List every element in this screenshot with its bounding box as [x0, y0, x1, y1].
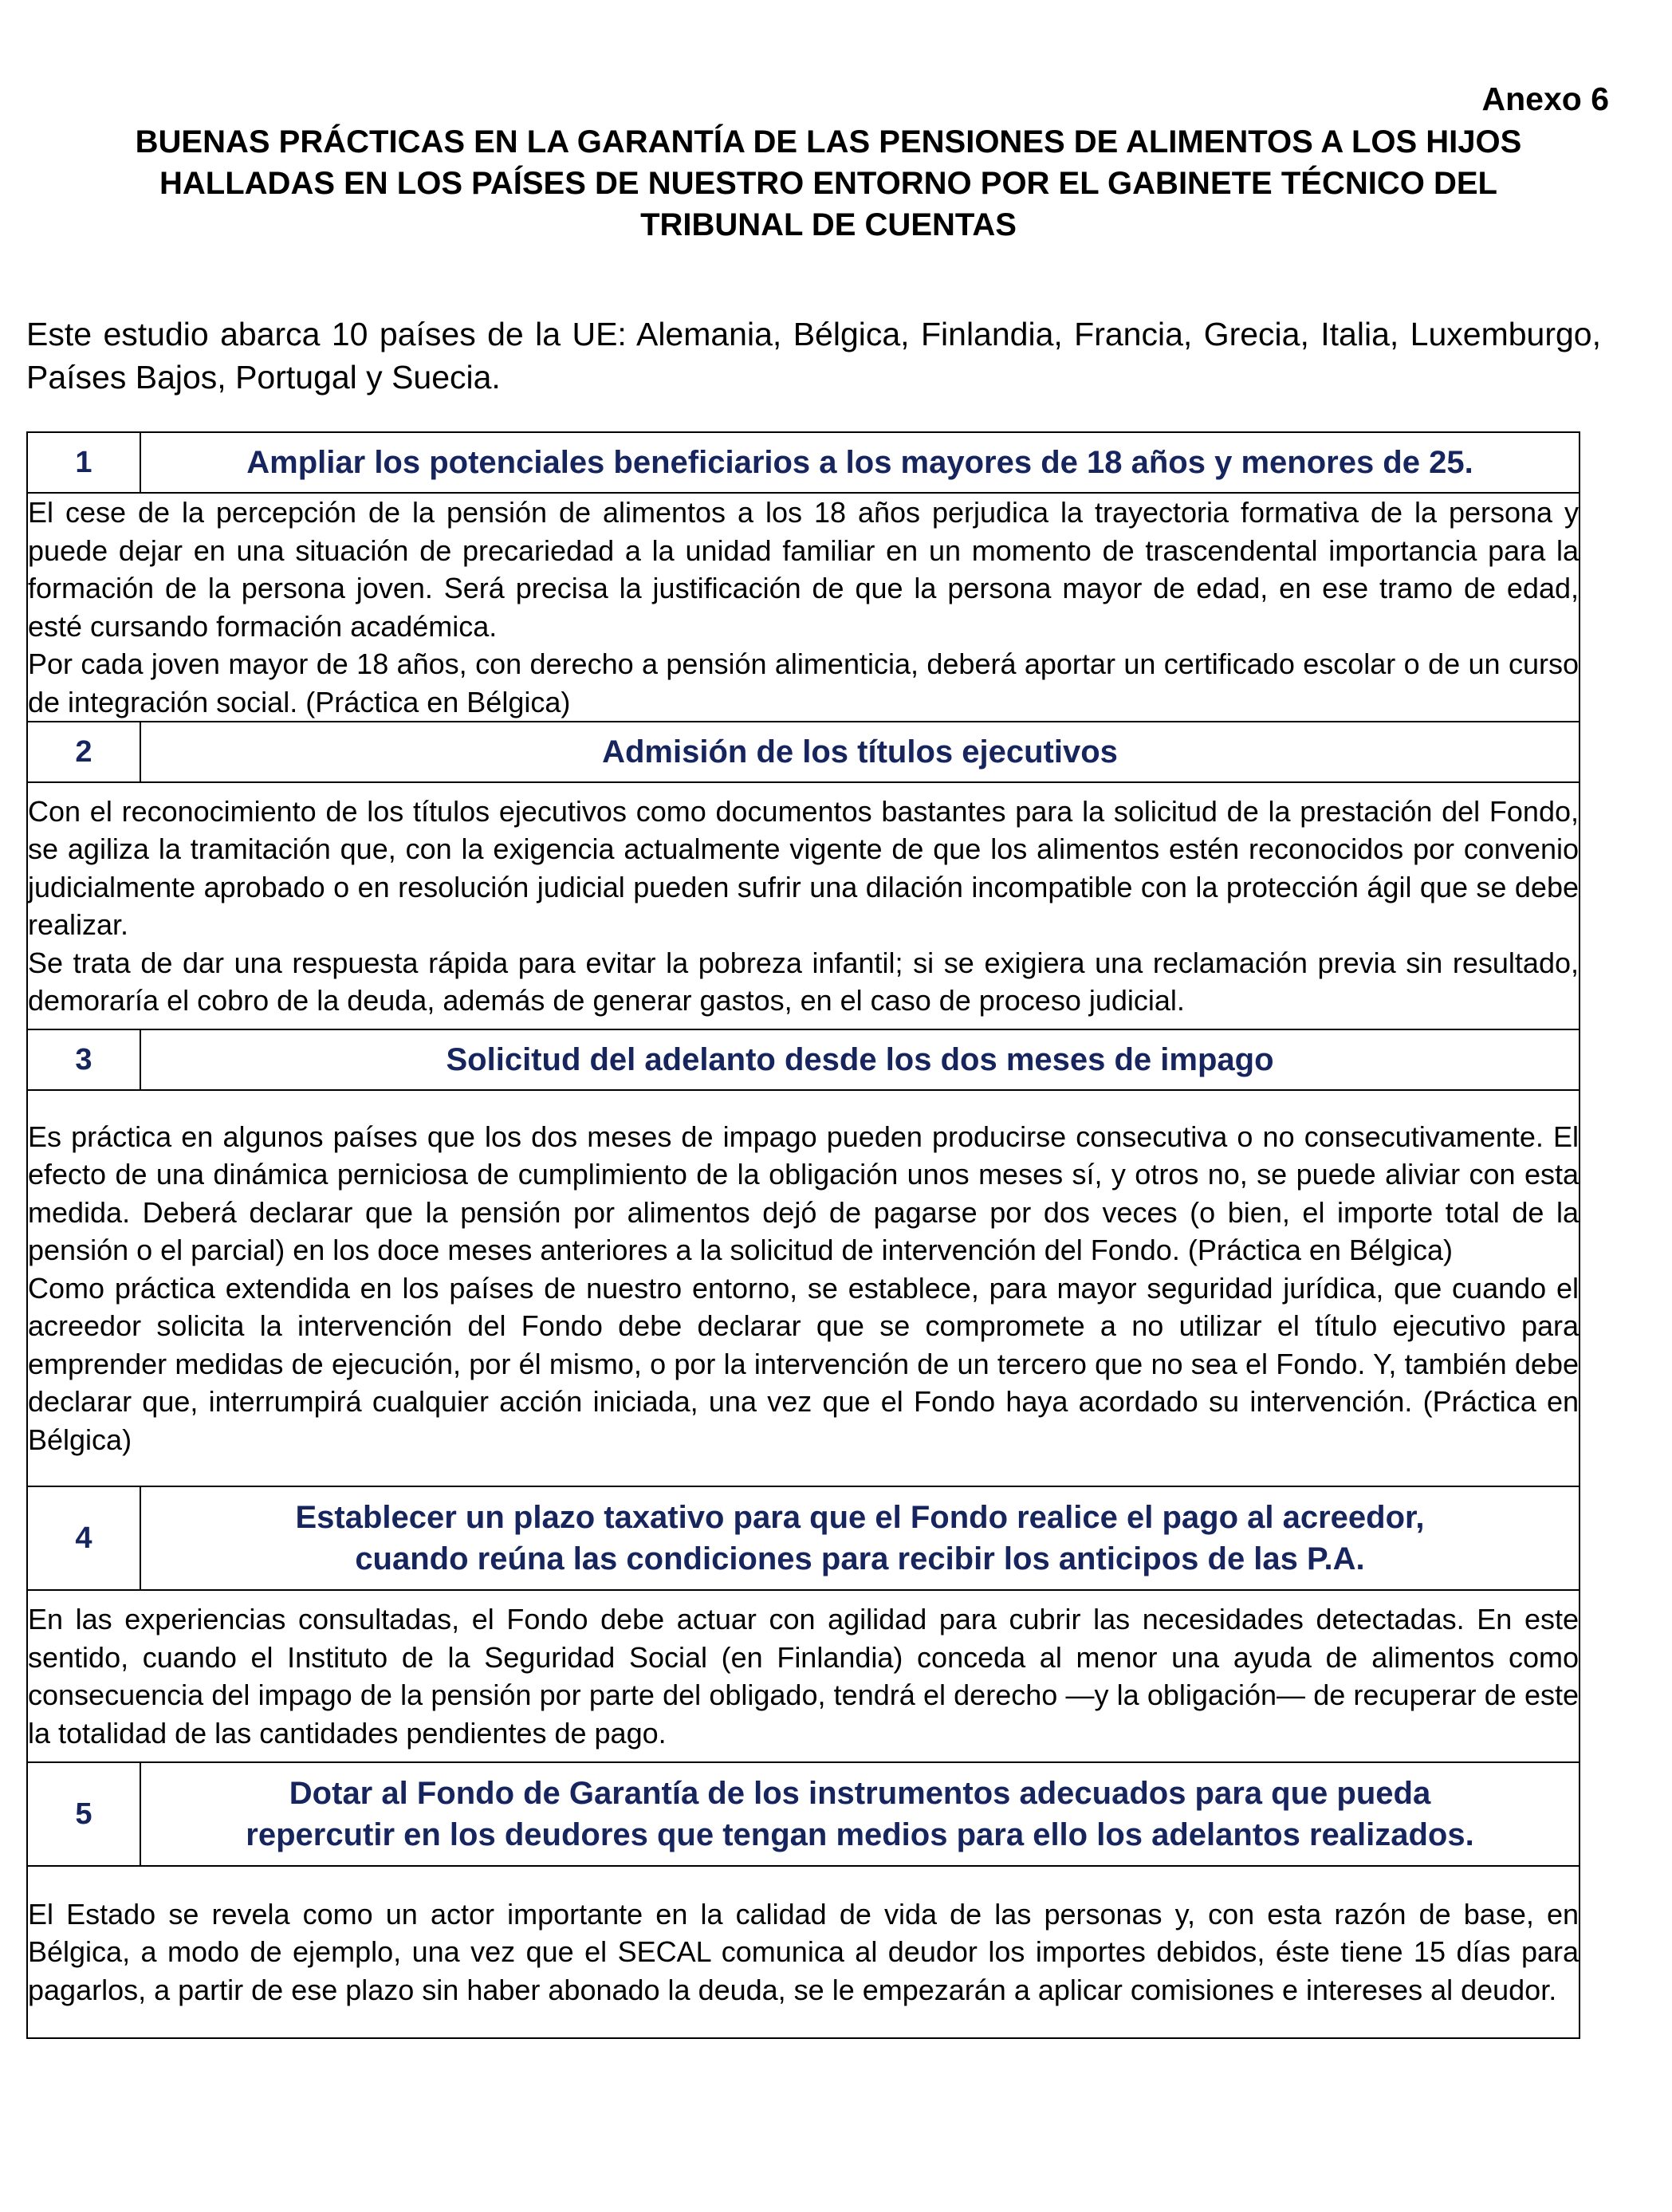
practice-paragraph: Es práctica en algunos países que los dos meses de impago pueden producirse consecutiva o no consecutivamente. El efecto de una dinámica perniciosa de cumplimiento de la obligación unos meses sí, y otros no, se puede aliviar con esta medida. Deberá declarar que la pensión por alimentos dejó de pagarse por dos veces (o bien, el importe total de la pensión o el parcial) en los doce meses anteriores a la solicitud de intervención del Fondo. (Práctica en Bélgica) — [28, 1120, 1579, 1267]
practice-header-row — [27, 1486, 1580, 1590]
practice-body-row — [27, 493, 1580, 722]
practice-description — [27, 1590, 1580, 1762]
practice-description — [27, 782, 1580, 1029]
practice-number: 5 — [27, 1762, 140, 1866]
practice-header-row — [27, 432, 1580, 493]
practice-paragraph: El Estado se revela como un actor importante en la calidad de vida de las personas y, con esta razón de base, en Bélgica, a modo de ejemplo, una vez que el SECAL comunica al deudor los importes debidos, éste tiene 15 días para pagarlos, a partir de ese plazo sin haber abonado la deuda, se le empezarán a aplicar comisiones e intereses al deudor. — [28, 1897, 1579, 2006]
practice-body-row — [27, 1590, 1580, 1762]
practice-heading — [140, 722, 1580, 782]
practice-heading-line: Ampliar los potenciales beneficiarios a los mayores de 18 años y menores de 25. — [246, 445, 1473, 480]
practice-description — [27, 1090, 1580, 1486]
practice-heading-line: Establecer un plazo taxativo para que el Fondo realice el pago al acreedor, — [295, 1500, 1425, 1535]
practice-heading-line: Admisión de los títulos ejecutivos — [602, 734, 1118, 769]
intro-paragraph: Este estudio abarca 10 países de la UE: Alemania, Bélgica, Finlandia, Francia, Grecia, Italia, Luxemburgo, Países Bajos, Portugal y Suecia. — [26, 316, 1601, 396]
practice-number: 3 — [27, 1029, 140, 1090]
practice-heading-line: cuando reúna las condiciones para recibir los anticipos de las P.A. — [355, 1541, 1365, 1576]
practice-body-row — [27, 1866, 1580, 2038]
practice-paragraph: Por cada joven mayor de 18 años, con derecho a pensión alimenticia, deberá aportar un certificado escolar o de un curso de integración social. (Práctica en Bélgica) — [28, 647, 1579, 718]
practice-paragraph: Con el reconocimiento de los títulos ejecutivos como documentos bastantes para la solicitud de la prestación del Fondo, se agiliza la tramitación que, con la exigencia actualmente vigente de que los alimentos estén reconocidos por convenio judicialmente aprobado o en resolución judicial pueden sufrir una dilación incompatible con la protección ágil que se debe realizar. — [28, 794, 1579, 941]
practice-header-row — [27, 1762, 1580, 1866]
practice-number: 4 — [27, 1486, 140, 1590]
document-title — [26, 121, 1631, 246]
practice-body-row — [27, 782, 1580, 1029]
practice-number: 1 — [27, 432, 140, 493]
practice-heading-line: repercutir en los deudores que tengan medios para ello los adelantos realizados. — [246, 1817, 1474, 1852]
practice-header-row — [27, 1029, 1580, 1090]
title-line: BUENAS PRÁCTICAS EN LA GARANTÍA DE LAS PENSIONES DE ALIMENTOS A LOS HIJOS — [135, 124, 1522, 159]
practice-heading-line: Solicitud del adelanto desde los dos meses de impago — [446, 1042, 1274, 1077]
title-line: TRIBUNAL DE CUENTAS — [640, 207, 1017, 242]
practice-heading-line: Dotar al Fondo de Garantía de los instrumentos adecuados para que pueda — [289, 1776, 1431, 1811]
practice-paragraph: En las experiencias consultadas, el Fondo debe actuar con agilidad para cubrir las necesidades detectadas. En este sentido, cuando el Instituto de la Seguridad Social (en Finlandia) conceda al menor una ayuda de alimentos como consecuencia del impago de la pensión por parte del obligado, tendrá el derecho —y la obligación— de recuperar de este la totalidad de las cantidades pendientes de pago. — [28, 1603, 1579, 1750]
practice-header-row — [27, 722, 1580, 782]
practice-heading — [140, 1762, 1580, 1866]
practice-heading — [140, 432, 1580, 493]
practice-paragraph: El cese de la percepción de la pensión de alimentos a los 18 años perjudica la trayectoria formativa de la persona y puede dejar en una situación de precariedad a la unidad familiar en un momento de trascendental importancia para la formación de la persona joven. Será precisa la justificación de que la persona mayor de edad, en ese tramo de edad, esté cursando formación académica. — [28, 496, 1579, 643]
practice-paragraph: Como práctica extendida en los países de nuestro entorno, se establece, para mayor seguridad jurídica, que cuando el acreedor solicita la intervención del Fondo debe declarar que se compromete a no utilizar el título ejecutivo para emprender medidas de ejecución, por él mismo, o por la intervención de un tercero que no sea el Fondo. Y, también debe declarar que, interrumpirá cualquier acción iniciada, una vez que el Fondo haya acordado su intervención. (Práctica en Bélgica) — [28, 1271, 1579, 1456]
practice-number: 2 — [27, 722, 140, 782]
practice-body-row — [27, 1090, 1580, 1486]
practice-paragraph: Se trata de dar una respuesta rápida para evitar la pobreza infantil; si se exigiera una reclamación previa sin resultado, demoraría el cobro de la deuda, además de generar gastos, en el caso de proceso judicial. — [28, 946, 1579, 1017]
title-line: HALLADAS EN LOS PAÍSES DE NUESTRO ENTORNO POR EL GABINETE TÉCNICO DEL — [159, 166, 1497, 201]
practice-description — [27, 1866, 1580, 2038]
practices-table — [26, 431, 1580, 2039]
practice-heading — [140, 1029, 1580, 1090]
practice-description — [27, 493, 1580, 722]
annex-label: Anexo 6 — [1481, 81, 1609, 117]
practice-heading — [140, 1486, 1580, 1590]
